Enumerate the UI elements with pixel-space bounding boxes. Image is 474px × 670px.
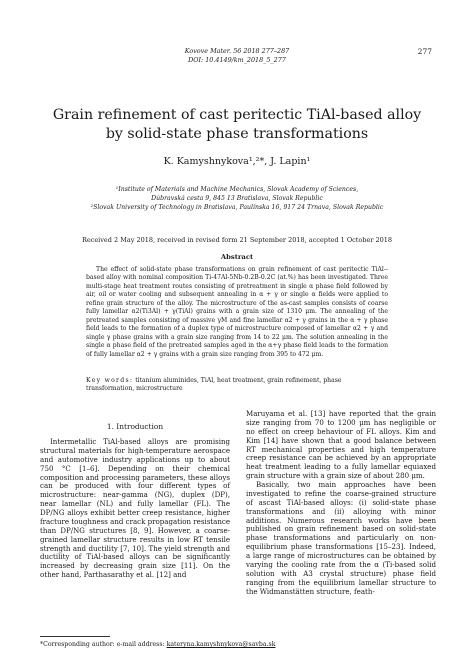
intro-paragraph-1: Intermetallic TiAl-based alloys are promising structural materials for high-temperature aerospace and automotive industry applications up to about 750 °C [1–6]. Depending on their chemical composition and processing parameters, these alloys can be produced with four different types of microstructure: near-gamma (NG), duplex (DP), near lamellar (NL) and fully lamellar (FL). The DP/NG alloys exhibit better creep resistance, higher fracture toughness and crack propagation resistance than DP/NG structures [8, 9]. However, a coarse-grained lamellar structure results in low RT tensile strength and ductility [7, 10]. The yield strength and ductility of TiAl-based alloys can be significantly increased by decreasing grain size [11]. On the other hand, Parthasarathy et al. [12] and [40, 437, 230, 580]
title-line-2: by solid-state phase transformations [105, 126, 369, 142]
intro-paragraph-2: Basically, two main approaches have been investigated to refine the coarse-grained structure of ascast TiAl-based alloys: (i) solid-state phase transformations and (ii) alloying with minor additions. Numerous research works have been published on grain refinement based on solid-state phase transformations and particularly on non-equilibrium phase transformations [15–23]. Indeed, a large range of microstructures can be obtained by varying the cooling rate from the α (Ti-based solid solution with A3 crystal structure) phase field ranging from the equilibrium lamellar structure to the Widmanstätten structure, feath- [246, 480, 436, 596]
authors: K. Kamyshnykova¹,²*, J. Lapin¹ [163, 156, 311, 167]
title-line-1: Grain refinement of cast peritectic TiAl-based alloy [52, 107, 422, 123]
doi: DOI: 10.4149/km_2018_5_277 [188, 56, 286, 64]
author-email-link[interactable]: kateryna.kamyshnykova@savba.sk [166, 641, 276, 648]
footnote-label: *Corresponding author: e-mail address: [40, 641, 165, 648]
affiliation-2: ²Slovak University of Technology in Bratislava, Paulínska 16, 917 24 Trnava, Slovak Republic [90, 203, 384, 211]
keywords [86, 377, 388, 394]
affiliations [40, 186, 434, 212]
paper-title [40, 106, 434, 144]
abstract-text: The effect of solid-state phase transformations on grain refinement of cast peritectic TiAl--based alloy with nominal composition Ti-47Al-5Nb-0.2B-0.2C (at.%) has been investigated. Three multi-stage heat treatment routes consisting of pretreatment in single α phase field followed by air, oil or water cooling and subsequent annealing in α + γ or single α fields were applied to refine grain structure of the alloy. The microstructure of the as-cast samples consists of coarse fully lamellar α2(Ti3Al) + γ(TiAl) grains with a grain size of 1310 μm. The annealing of the pretreated samples consisting of massive γM and fine lamellar α2 + γ grains in the α + γ phase field leads to the formation of a duplex type of microstructure composed of lamellar α2 + γ and single γ phase grains with a grain size ranging from 14 to 22 μm. The solution annealing in the single α phase field of the pretreated samples aged in the α+γ phase field leads to the formation of fully lamellar α2 + γ grains with a grain size ranging from 395 to 472 μm. [86, 266, 388, 358]
running-header [0, 47, 474, 65]
affiliation-1-line-2: Dúbravská cesta 9, 845 13 Bratislava, Slovak Republic [151, 194, 323, 202]
intro-left-column [40, 438, 230, 580]
affiliation-1-line-1: ¹Institute of Materials and Machine Mechanics, Slovak Academy of Sciences, [115, 186, 359, 193]
corresponding-author-footnote [40, 641, 275, 648]
keywords-list: titanium aluminides, TiAl, heat treatment, grain refinement, phase transformation, microstructure [86, 377, 342, 393]
intro-paragraph-continued: Maruyama et al. [13] have reported that the grain size ranging from 70 to 1200 μm has negligible or no effect on creep behaviour of FL alloys. Kim and Kim [14] have shown that a good balance between RT mechanical properties and high temperature creep resistance can be achieved by an appropriate heat treatment leading to a fully lamellar equiaxed grain structure with a grain size of about 280 μm. [246, 409, 436, 481]
intro-right-column [246, 410, 436, 596]
page-number: 277 [417, 47, 432, 56]
keywords-label: Key words: [86, 377, 134, 384]
journal-citation: Kovove Mater. 56 2018 277–287 [184, 47, 290, 55]
section-heading: 1. Introduction [106, 422, 164, 431]
received-dates: Received 2 May 2018, received in revised form 21 September 2018, accepted 1 October 2018 [81, 236, 393, 244]
abstract-heading: Abstract [220, 253, 254, 261]
footnote-divider [40, 636, 110, 637]
